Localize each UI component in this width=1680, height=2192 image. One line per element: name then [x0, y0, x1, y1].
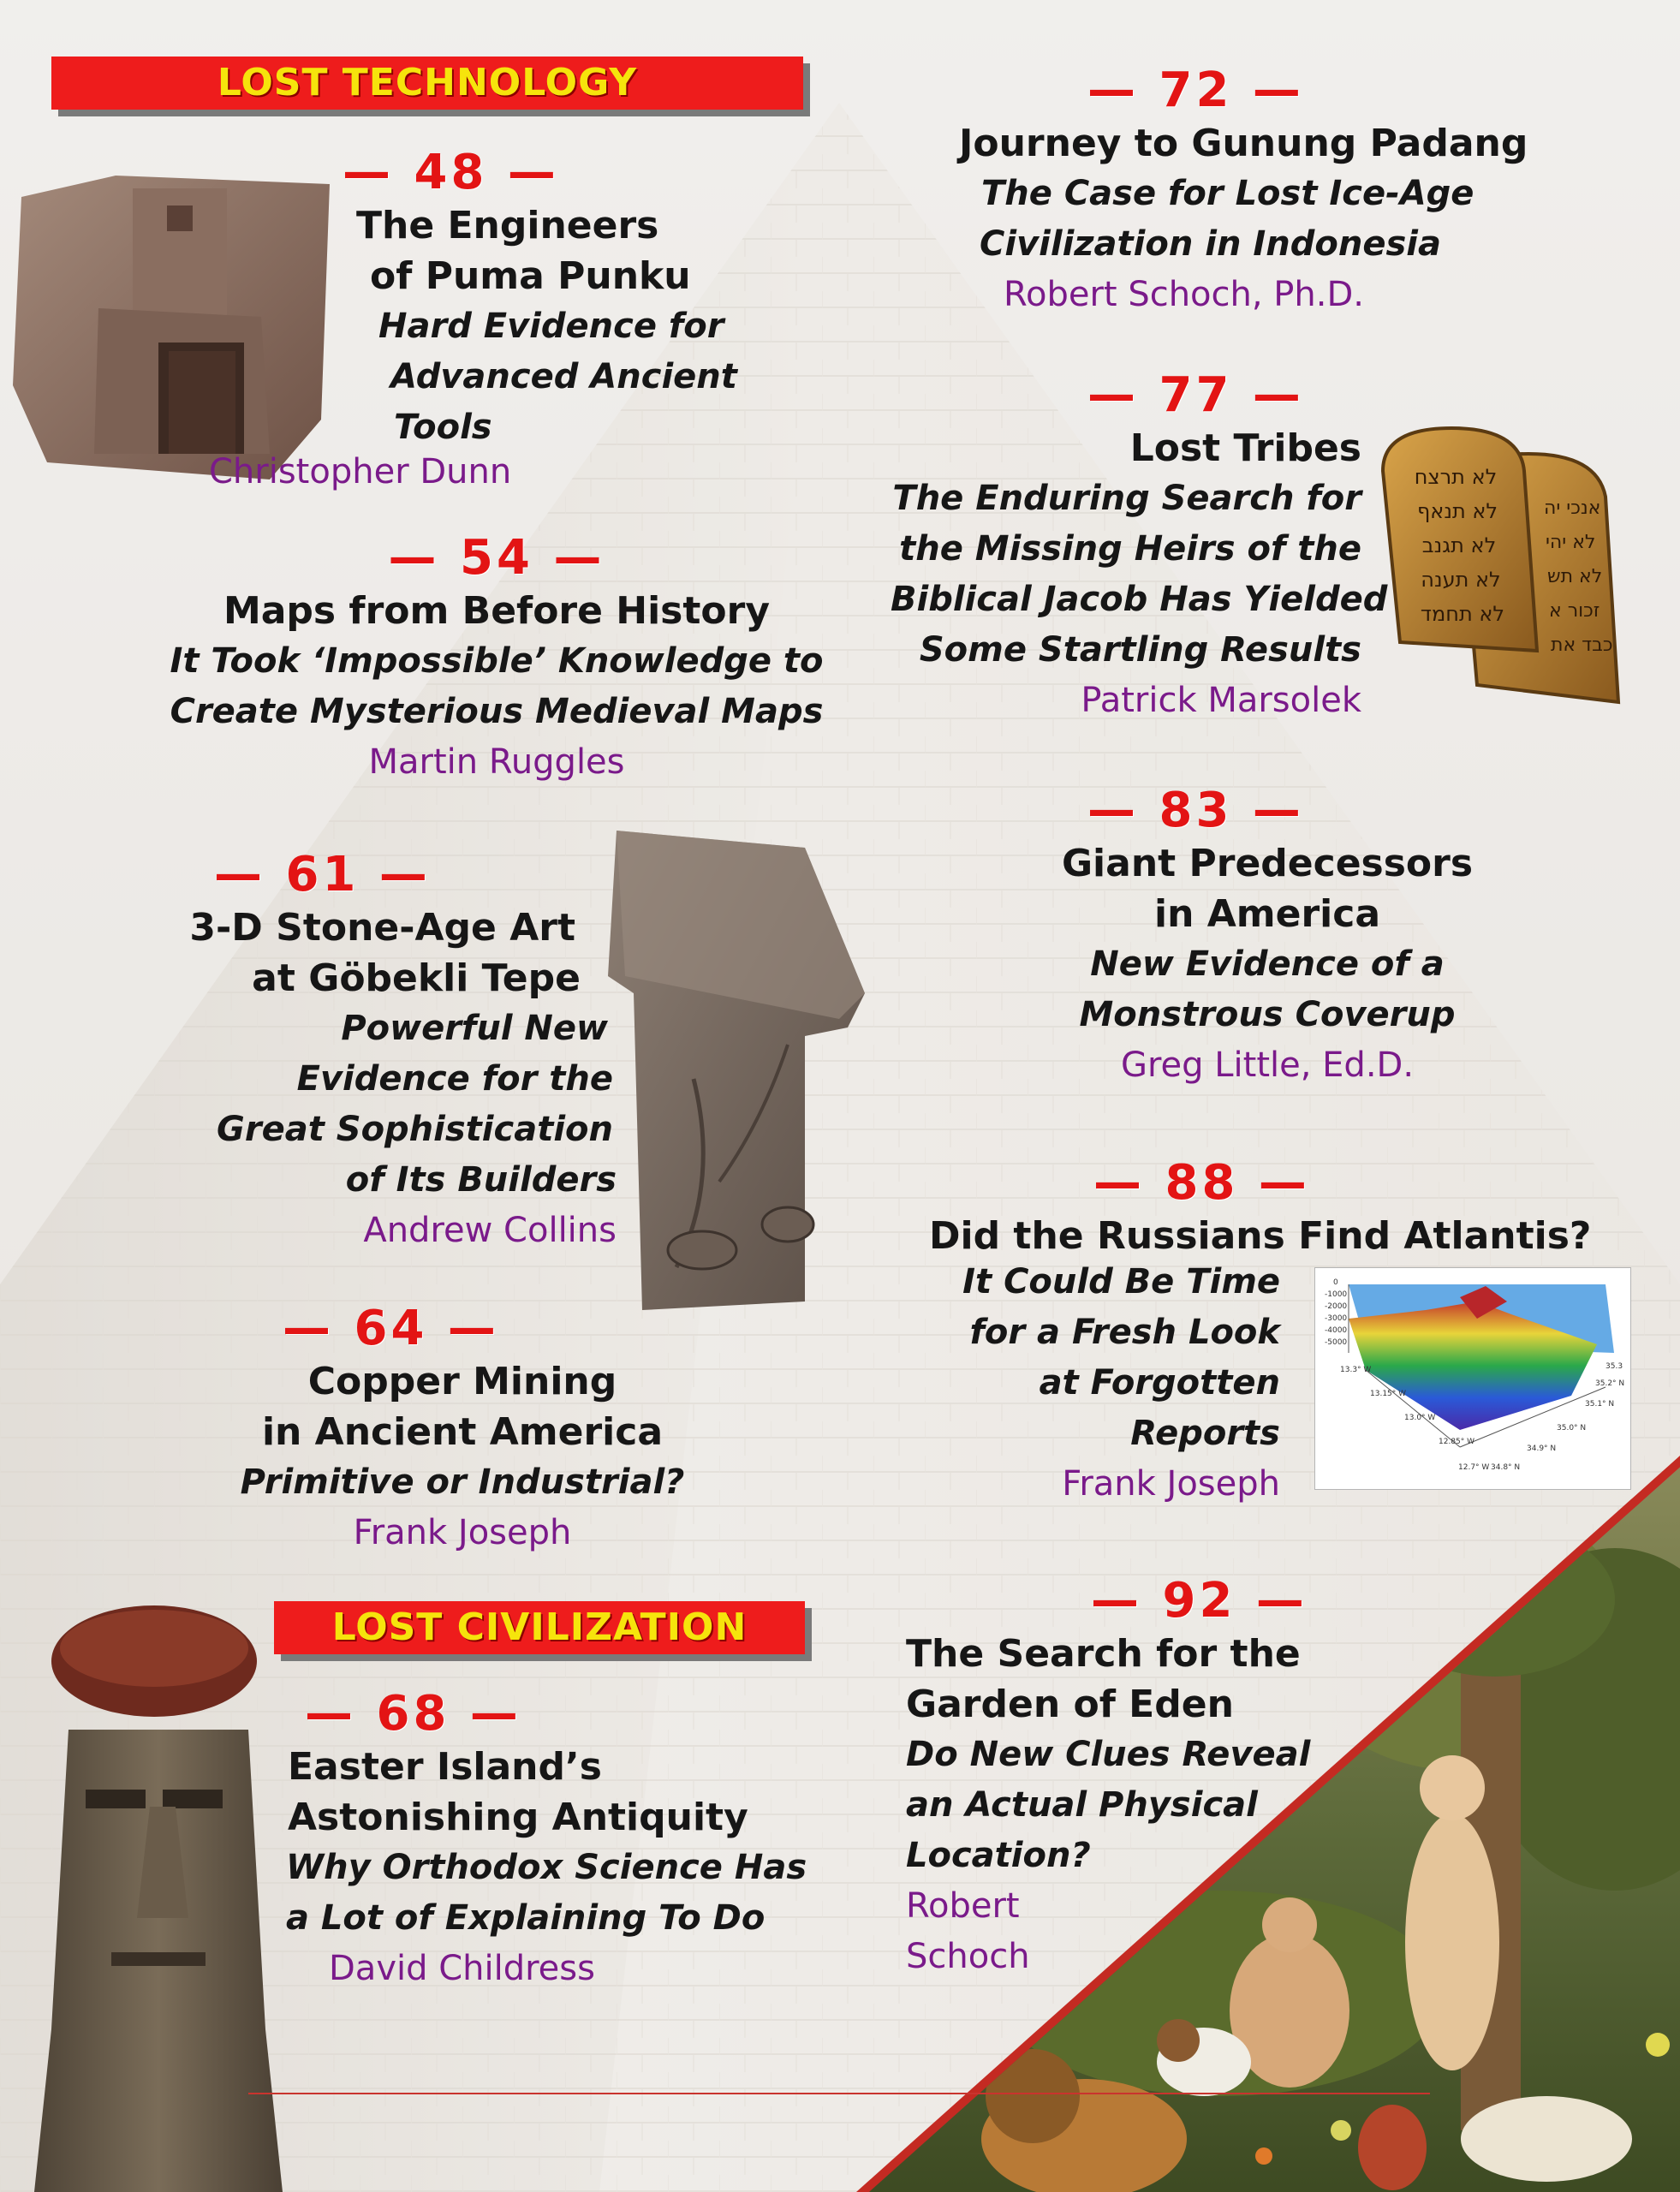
- page-number: — 48 —: [343, 145, 559, 200]
- article-author[interactable]: Martin Ruggles: [368, 742, 625, 782]
- article-subtitle: Primitive or Industrial?: [240, 1462, 685, 1502]
- article-title[interactable]: Lost Tribes: [1129, 426, 1361, 470]
- article-subtitle: Do New Clues Reveal: [906, 1735, 1311, 1774]
- article-title[interactable]: in Ancient America: [261, 1410, 664, 1454]
- article-title[interactable]: The Engineers: [356, 204, 659, 247]
- tablet-text: לא תש: [1547, 566, 1603, 587]
- article-author[interactable]: Robert Schoch, Ph.D.: [1004, 275, 1364, 314]
- article-subtitle: an Actual Physical: [906, 1785, 1258, 1825]
- article-subtitle: The Case for Lost Ice-Age: [981, 174, 1474, 213]
- article-subtitle: Evidence for the: [296, 1059, 613, 1099]
- article-subtitle: Great Sophistication: [217, 1110, 613, 1149]
- tablet-text: אנכי יה: [1544, 497, 1601, 519]
- article-subtitle: Powerful New: [341, 1009, 608, 1048]
- section-banner-lost-technology: [51, 57, 803, 110]
- article-author[interactable]: Frank Joseph: [1062, 1464, 1280, 1504]
- article-subtitle: New Evidence of a: [1090, 944, 1445, 984]
- article-subtitle: for a Fresh Look: [969, 1313, 1280, 1352]
- tablet-text: לא יהי: [1546, 532, 1596, 553]
- article-author[interactable]: Christopher Dunn: [209, 452, 512, 491]
- map-lat-tick: 35.1° N: [1585, 1400, 1615, 1409]
- map-lon-tick: 13.0° W: [1404, 1414, 1436, 1422]
- tablet-text: לא תרצח: [1414, 465, 1498, 489]
- map-lon-tick: 12.85° W: [1439, 1438, 1475, 1446]
- article-title[interactable]: Giant Predecessors: [1061, 842, 1474, 885]
- puma-punku-stone-image: [13, 171, 338, 480]
- article-subtitle: Civilization in Indonesia: [980, 224, 1441, 264]
- article-61: [120, 848, 617, 1256]
- article-title[interactable]: The Search for the: [906, 1632, 1301, 1676]
- tablet-text: כבד את: [1551, 634, 1613, 656]
- map-lat-tick: 34.9° N: [1527, 1444, 1557, 1453]
- article-subtitle: of Its Builders: [345, 1160, 617, 1200]
- article-title[interactable]: Did the Russians Find Atlantis?: [929, 1214, 1592, 1258]
- article-subtitle: a Lot of Explaining To Do: [286, 1898, 766, 1938]
- article-subtitle: the Missing Heirs of the: [899, 529, 1361, 569]
- section-label: LOST CIVILIZATION: [331, 1605, 748, 1649]
- page-number: — 83 —: [1087, 783, 1304, 838]
- article-title[interactable]: Copper Mining: [307, 1360, 617, 1403]
- page-number: — 72 —: [1087, 63, 1304, 118]
- section-label: LOST TECHNOLOGY: [217, 61, 638, 104]
- page-number: — 88 —: [1093, 1155, 1310, 1211]
- gobekli-tepe-pillar-image: [591, 822, 873, 1319]
- article-88: [929, 1156, 1591, 1261]
- article-title[interactable]: Journey to Gunung Padang: [959, 122, 1528, 165]
- page-number: — 64 —: [283, 1301, 499, 1356]
- map-depth-tick: -4000: [1325, 1326, 1348, 1335]
- page-number: — 54 —: [388, 530, 605, 586]
- page-number: — 92 —: [1091, 1573, 1308, 1629]
- map-lat-tick: 35.2° N: [1595, 1379, 1625, 1388]
- map-depth-tick: -5000: [1325, 1338, 1348, 1347]
- tablet-text: לא תגנב: [1421, 533, 1497, 557]
- article-author[interactable]: Frank Joseph: [353, 1513, 572, 1552]
- page-number: — 77 —: [1087, 367, 1304, 423]
- article-subtitle: Create Mysterious Medieval Maps: [170, 692, 824, 731]
- article-72: [891, 63, 1593, 320]
- easter-island-moai-image: [34, 1601, 283, 2192]
- article-48: [334, 146, 737, 453]
- article-88-details: [942, 1257, 1280, 1510]
- map-lon-tick: 13.3° W: [1340, 1366, 1372, 1374]
- bottom-divider: [248, 2093, 1430, 2094]
- article-subtitle: Why Orthodox Science Has: [286, 1848, 807, 1887]
- map-depth-tick: -1000: [1325, 1290, 1348, 1299]
- article-author[interactable]: Greg Little, Ed.D.: [1120, 1045, 1415, 1085]
- page-number: — 68 —: [305, 1686, 521, 1742]
- article-author[interactable]: Patrick Marsolek: [1081, 681, 1361, 720]
- article-title[interactable]: 3-D Stone-Age Art: [189, 906, 575, 950]
- article-subtitle: at Forgotten: [1039, 1363, 1280, 1403]
- article-title[interactable]: Maps from Before History: [223, 589, 771, 633]
- article-subtitle: Monstrous Coverup: [1079, 995, 1456, 1034]
- article-author[interactable]: Andrew Collins: [363, 1211, 617, 1250]
- article-author[interactable]: Schoch: [906, 1937, 1030, 1976]
- map-lat-tick: 34.8° N: [1491, 1463, 1521, 1472]
- map-lon-tick: 13.15° W: [1370, 1390, 1407, 1398]
- article-title[interactable]: of Puma Punku: [370, 254, 691, 298]
- article-title[interactable]: at Göbekli Tepe: [252, 956, 581, 1000]
- article-title[interactable]: Garden of Eden: [906, 1683, 1234, 1726]
- article-title[interactable]: Astonishing Antiquity: [288, 1796, 748, 1839]
- article-subtitle: Advanced Ancient: [390, 357, 737, 396]
- map-depth-tick: 0: [1333, 1278, 1338, 1287]
- tablet-text: לא תענה: [1421, 568, 1501, 592]
- article-subtitle: Reports: [1130, 1414, 1280, 1453]
- article-subtitle: Location?: [906, 1836, 1091, 1875]
- article-subtitle: Biblical Jacob Has Yielded: [891, 580, 1388, 619]
- article-92: [906, 1574, 1310, 1982]
- ten-commandments-tablets-image: [1374, 420, 1631, 711]
- article-54: [154, 531, 839, 788]
- map-lon-tick: 12.7° W: [1458, 1463, 1490, 1472]
- page-number: — 61 —: [214, 847, 431, 902]
- map-depth-tick: -3000: [1325, 1314, 1348, 1323]
- tablet-text: לא תנאף: [1416, 499, 1498, 523]
- article-subtitle: Some Startling Results: [919, 630, 1361, 670]
- tablet-text: לא תחמד: [1420, 602, 1505, 626]
- article-64: [223, 1302, 702, 1558]
- map-lat-tick: 35.0° N: [1557, 1424, 1587, 1433]
- article-68: [283, 1687, 807, 1994]
- article-title[interactable]: Easter Island’s: [288, 1745, 602, 1789]
- map-lat-tick: 35.3: [1606, 1362, 1623, 1371]
- section-banner-lost-civilization: [274, 1601, 805, 1654]
- article-subtitle: The Enduring Search for: [892, 479, 1361, 518]
- article-subtitle: Hard Evidence for: [378, 307, 724, 346]
- article-77: [891, 367, 1388, 726]
- article-subtitle: It Took ‘Impossible’ Knowledge to: [170, 641, 824, 681]
- article-author[interactable]: Robert: [906, 1886, 1020, 1926]
- seafloor-bathymetry-map-image: [1314, 1267, 1631, 1490]
- tablet-text: זכור א: [1549, 600, 1600, 622]
- article-title[interactable]: in America: [1153, 892, 1381, 936]
- map-depth-tick: -2000: [1325, 1302, 1348, 1311]
- article-83: [1010, 783, 1524, 1091]
- article-subtitle: It Could Be Time: [962, 1262, 1280, 1302]
- article-author[interactable]: David Childress: [329, 1949, 595, 1988]
- article-subtitle: Tools: [394, 408, 492, 447]
